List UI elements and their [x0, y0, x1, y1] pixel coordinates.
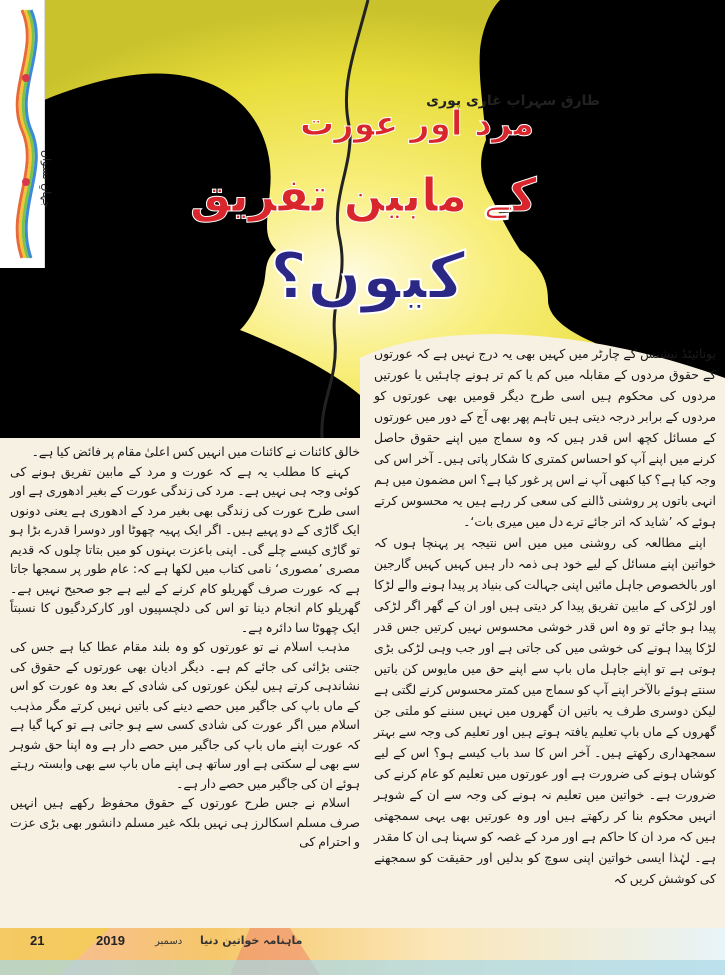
paragraph: اسلام نے جس طرح عورتوں کے حقوق محفوظ رکھے ہیں انہیں صرف مسلم اسکالرز ہی نہیں بلکہ غیر مسلم دانشور بھی بڑی عزت و احترام کی — [10, 795, 360, 849]
page-number: 21 — [30, 933, 45, 948]
paragraph: یونائیٹڈ نیشنس کے چارٹر میں کہیں بھی یہ درج نہیں ہے کہ عورتوں کے حقوق مردوں کے مقابلہ میں کم یا کم تر ہونے چاہئیں یا عورتیں مردوں کی محکوم ہیں اسی طرح دیگر قومیں بھی عورتوں کو مردوں کے برابر درجہ دیتی ہیں تاہم پھر بھی آج کے دور میں عورتوں کے مسائل کچھ اس قدر ہیں کہ وہ سماج میں اپنے حقوق حاصل کرنے میں اپنے آپ کو احساس کمتری کا شکار پاتی ہیں۔ آخر اس کی وجہ کیا ہے؟ کیا کبھی آپ نے اس پر غور کیا ہے؟ اس مضمون میں ہم انہی باتوں پر روشنی ڈالنے کی سعی کر رہے ہیں یہ محسوس کرتے ہوئے کہ ’شاید کہ اتر جائے ترے دل میں میری بات‘۔ — [374, 346, 716, 529]
article-column-right — [374, 343, 716, 889]
paragraph: اپنے مطالعہ کی روشنی میں میں اس نتیجہ پر پہنچا ہوں کہ خواتین اپنے مسائل کے لیے خود ہی ذمہ دار ہیں کہیں کہیں گارجین اور بالخصوص جاہل مائیں اپنی جہالت کی بنیاد پر پیدا ہونے والے لڑکا اور لڑکی کے مابین تفریق پیدا کر دیتی ہیں اور ان کے گھر اگر لڑکی پیدا ہو جائے تو وہ اس قدر خوشی محسوس نہیں کرتیں جس قدر لڑکا پیدا ہونے کی خوشی میں کی جاتی ہے اور جب وہی لڑکی بڑی ہوتی ہے تو اپنے جاہل ماں باپ سے اپنے حق میں مایوس کن باتیں سنتے ہوئے بالآخر اپنے آپ کو سماج میں کمتر محسوس کرنے لگتی ہے لیکن دوسری طرف یہ باتیں ان گھروں میں نہیں سننے کو ملتی جن گھروں کے ماں باپ تعلیم یافتہ ہوتے ہیں اور تعلیم کی وجہ سے بہتر سمجھداری رکھتے ہیں۔ آخر اس کا سد باب کیسے ہو؟ اس کے لیے کوشاں ہونے کی ضرورت ہے اور عورتوں میں تعلیم کو عام کرنے کی ضرورت ہے۔ خواتین میں تعلیم نہ ہونے کی وجہ سے ان کے شوہر انہیں محکوم بنا کر رکھتے ہیں اور وہ عورتیں بھی یہی سمجھتی ہیں کہ مرد ان کا حاکم ہے اور مرد کے غصہ کو سہنا ہی ان کا مقدر ہے۔ لہٰذا ایسی خواتین اپنی سوچ کو بدلیں اور حقیقت کو سمجھنے کی کوشش کریں کہ — [374, 535, 716, 886]
section-label: جہانِ نسواں — [40, 150, 53, 208]
issue-year: 2019 — [96, 933, 125, 948]
issue-month: دسمبر — [155, 936, 183, 947]
article-column-left — [10, 442, 360, 852]
paragraph: خالق کائنات نے کائنات میں انہیں کس اعلیٰ مقام پر فائض کیا ہے۔ — [31, 444, 360, 459]
title-line-1: مرد اور عورت — [300, 104, 534, 144]
author-name: طارق سہراب غازی پوری — [426, 93, 600, 109]
title-line-3: کیوں؟ — [270, 240, 466, 314]
paragraph: کہنے کا مطلب یہ ہے کہ عورت و مرد کے مابین تفریق ہونے کی کوئی وجہ ہی نہیں ہے۔ مرد کی زندگی عورت کے بغیر ادھوری ہے اور اسی طرح عورت کی زندگی بھی بغیر مرد کے ادھوری ہے یعنی دونوں ایک گاڑی کے دو پہیے ہیں۔ اگر ایک پہیہ چھوٹا اور دوسرا قدرے بڑا ہو تو گاڑی کیسے چلے گی۔ اپنی باعزت بہنوں کو میں بتاتا چلوں کہ قدیم مصری ’مصوری‘ نامی کتاب میں لکھا ہے کہ: عام طور پر سمجھا جاتا ہے کہ عورت صرف گھریلو کام کرنے کے لیے ہے جو صحیح نہیں ہے۔ گھریلو کام انجام دینا تو اس کی دلچسپیوں اور کارکردگیوں کا نسبتاً ایک چھوٹا سا دائرہ ہے۔ — [10, 463, 360, 635]
title-line-2: کے مابین تفریق — [190, 168, 537, 222]
paragraph: مذہب اسلام نے تو عورتوں کو وہ بلند مقام عطا کیا ہے جس کی جتنی بڑائی کی جائے کم ہے۔ دیگر ادیان بھی عورتوں کے حقوق کی نشاندہی کرتے ہیں لیکن عورتوں کی شادی کے بعد وہ عورت کو اس کے ماں باپ کی جاگیر میں حصے دینے کی باتیں نہیں کرتے مگر مذہب اسلام میں اگر عورت کی شادی کسی سے ہو جاتی ہے تو کہا گیا ہے کہ عورت اپنے ماں باپ کی جاگیر میں حصے دار ہے وہ اپنا حق شوہر سے بھی لے سکتی ہے اور ساتھ ہی اپنے ماں باپ سے بھی وابستہ رہتے ہوئے ان کی جاگیر میں حصے دار ہے۔ — [10, 639, 360, 791]
floral-swirl-icon — [0, 0, 44, 268]
magazine-name: ماہنامہ خواتین دنیا — [200, 934, 303, 947]
section-ornament — [0, 0, 53, 268]
